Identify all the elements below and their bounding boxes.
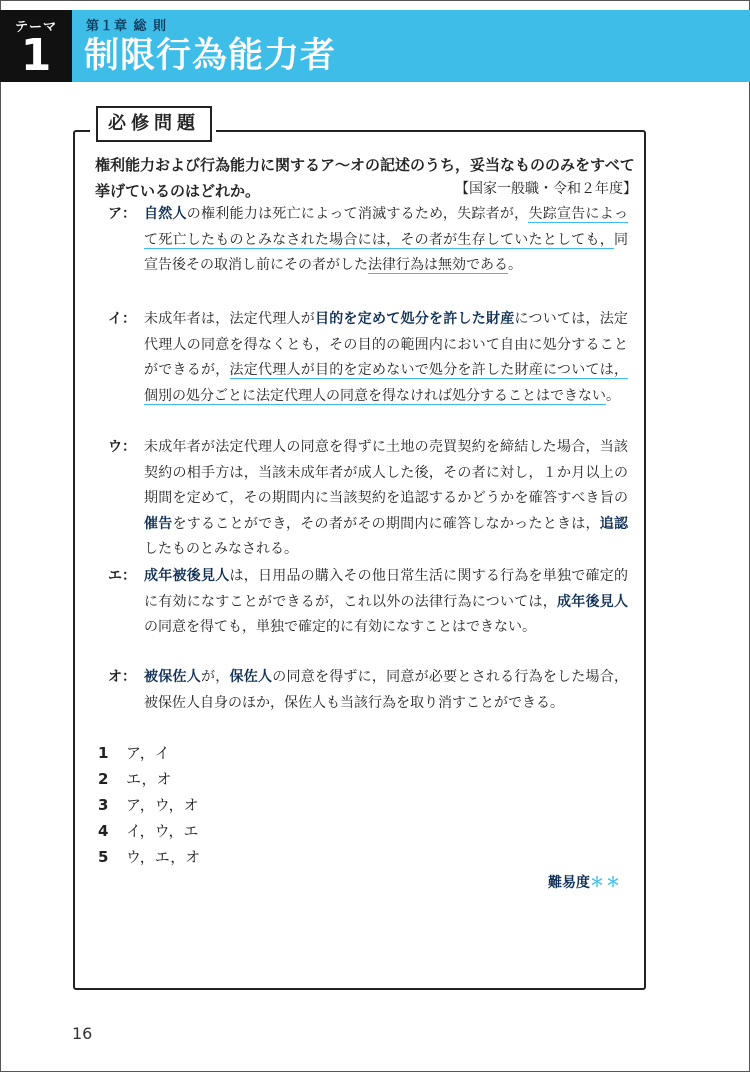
keyword: 追認 bbox=[599, 515, 629, 532]
statement-segment: 。 bbox=[508, 257, 522, 273]
choice-number: 4 bbox=[98, 822, 109, 840]
answer-choice-3 bbox=[98, 794, 199, 816]
chapter-label: 第１章 総 則 bbox=[86, 19, 168, 34]
statement-segment: が， bbox=[200, 669, 230, 685]
statement-marker: オ： bbox=[108, 669, 136, 685]
choice-text: ア，ウ，オ bbox=[126, 796, 199, 814]
keyword: 目的を定めて処分を許した財産 bbox=[315, 311, 515, 327]
statement-text bbox=[144, 202, 628, 279]
question-source: 【国家一般職・令和２年度】 bbox=[455, 181, 637, 197]
theme-badge bbox=[0, 10, 72, 82]
page-number: 16 bbox=[72, 1024, 93, 1043]
statement-text bbox=[144, 665, 628, 716]
statement-u bbox=[108, 435, 628, 563]
difficulty-rating bbox=[548, 872, 622, 892]
statement-marker: ウ： bbox=[108, 439, 136, 455]
statement-segment: をすることができ，その者がその期間内に確答しなかったときは， bbox=[172, 515, 600, 532]
statement-text bbox=[144, 307, 628, 409]
difficulty-label: 難易度 bbox=[548, 875, 590, 891]
choice-number: 1 bbox=[98, 744, 109, 762]
choice-text: ア，イ bbox=[126, 744, 170, 762]
keyword: 成年被後見人 bbox=[144, 568, 230, 584]
statement-a bbox=[108, 202, 628, 279]
theme-label: テーマ bbox=[14, 20, 57, 35]
statement-segment: の権利能力は死亡によって消滅するため，失踪者が， bbox=[186, 206, 529, 222]
choice-text: エ，オ bbox=[126, 770, 172, 788]
statement-i bbox=[108, 307, 628, 409]
underlined-phrase: 失踪宣告によって死亡したものとみなされた場合には，その者が生存していたとしても， bbox=[144, 206, 628, 248]
answer-choice-2 bbox=[98, 768, 171, 790]
choice-text: ウ，エ，オ bbox=[126, 848, 201, 866]
choice-number: 2 bbox=[98, 770, 109, 788]
keyword: 催告 bbox=[144, 515, 173, 532]
underlined-phrase: 法定代理人が目的を定めないで処分を許した財産については，個別の処分ごとに法定代理人の同意を得なければ処分することはできない bbox=[144, 362, 629, 404]
statement-segment: の同意を得ずに，同意が必要とされる行為をした場合，被保佐人自身のほか，保佐人も当該行為を取り消すことができる。 bbox=[144, 669, 629, 711]
keyword: 自然人 bbox=[144, 206, 187, 222]
question-text: 権利能力および行為能力に関するア～オの記述のうち，妥当なもののみをすべて挙げているのはどれか。 bbox=[95, 156, 635, 200]
statement-marker: イ： bbox=[108, 311, 136, 327]
statement-segment: は，日用品の購入その他日常生活に関する行為を単独で確定的に有効になすことができるが，これ以外の法律行為については， bbox=[144, 568, 629, 610]
answer-choice-5 bbox=[98, 846, 200, 868]
header-band bbox=[72, 10, 750, 82]
theme-number: 1 bbox=[20, 30, 52, 81]
statement-text bbox=[144, 435, 628, 563]
statement-segment: 同宣告後その取消し前にその者がした bbox=[144, 231, 628, 273]
statement-segment: したものとみなされる。 bbox=[144, 541, 298, 557]
page-title: 制限行為能力者 bbox=[84, 36, 337, 76]
statement-e bbox=[108, 564, 628, 641]
keyword: 被保佐人 bbox=[144, 669, 201, 685]
choice-number: 5 bbox=[98, 848, 109, 866]
keyword: 保佐人 bbox=[229, 669, 273, 685]
statement-segment: 未成年者が法定代理人の同意を得ずに土地の売買契約を締結した場合，当該契約の相手方は，当該未成年者が成人した後，その者に対し，１か月以上の期間を定めて，その期間内に当該契約を追認するかどうかを確答すべき旨の bbox=[144, 439, 628, 506]
choice-number: 3 bbox=[98, 796, 109, 814]
statement-segment: 未成年者は，法定代理人が bbox=[144, 311, 316, 327]
answer-choice-4 bbox=[98, 820, 198, 842]
section-label: 必修問題 bbox=[96, 106, 212, 142]
answer-choice-1 bbox=[98, 742, 170, 764]
difficulty-stars: ＊＊ bbox=[590, 875, 622, 891]
statement-segment: の同意を得ても，単独で確定的に有効になすことはできない。 bbox=[144, 619, 536, 635]
keyword: 成年後見人 bbox=[557, 593, 629, 610]
choice-text: イ，ウ，エ bbox=[126, 822, 199, 840]
statement-text bbox=[144, 564, 628, 641]
statement-o bbox=[108, 665, 628, 716]
statement-segment: 。 bbox=[606, 387, 620, 404]
underlined-phrase: 法律行為は無効である bbox=[368, 257, 508, 273]
statement-marker: エ： bbox=[108, 568, 136, 584]
statement-segment: については，法定代理人の同意を得なくとも，その目的の範囲内において自由に処分することができるが， bbox=[144, 311, 629, 378]
statement-marker: ア： bbox=[108, 206, 136, 222]
